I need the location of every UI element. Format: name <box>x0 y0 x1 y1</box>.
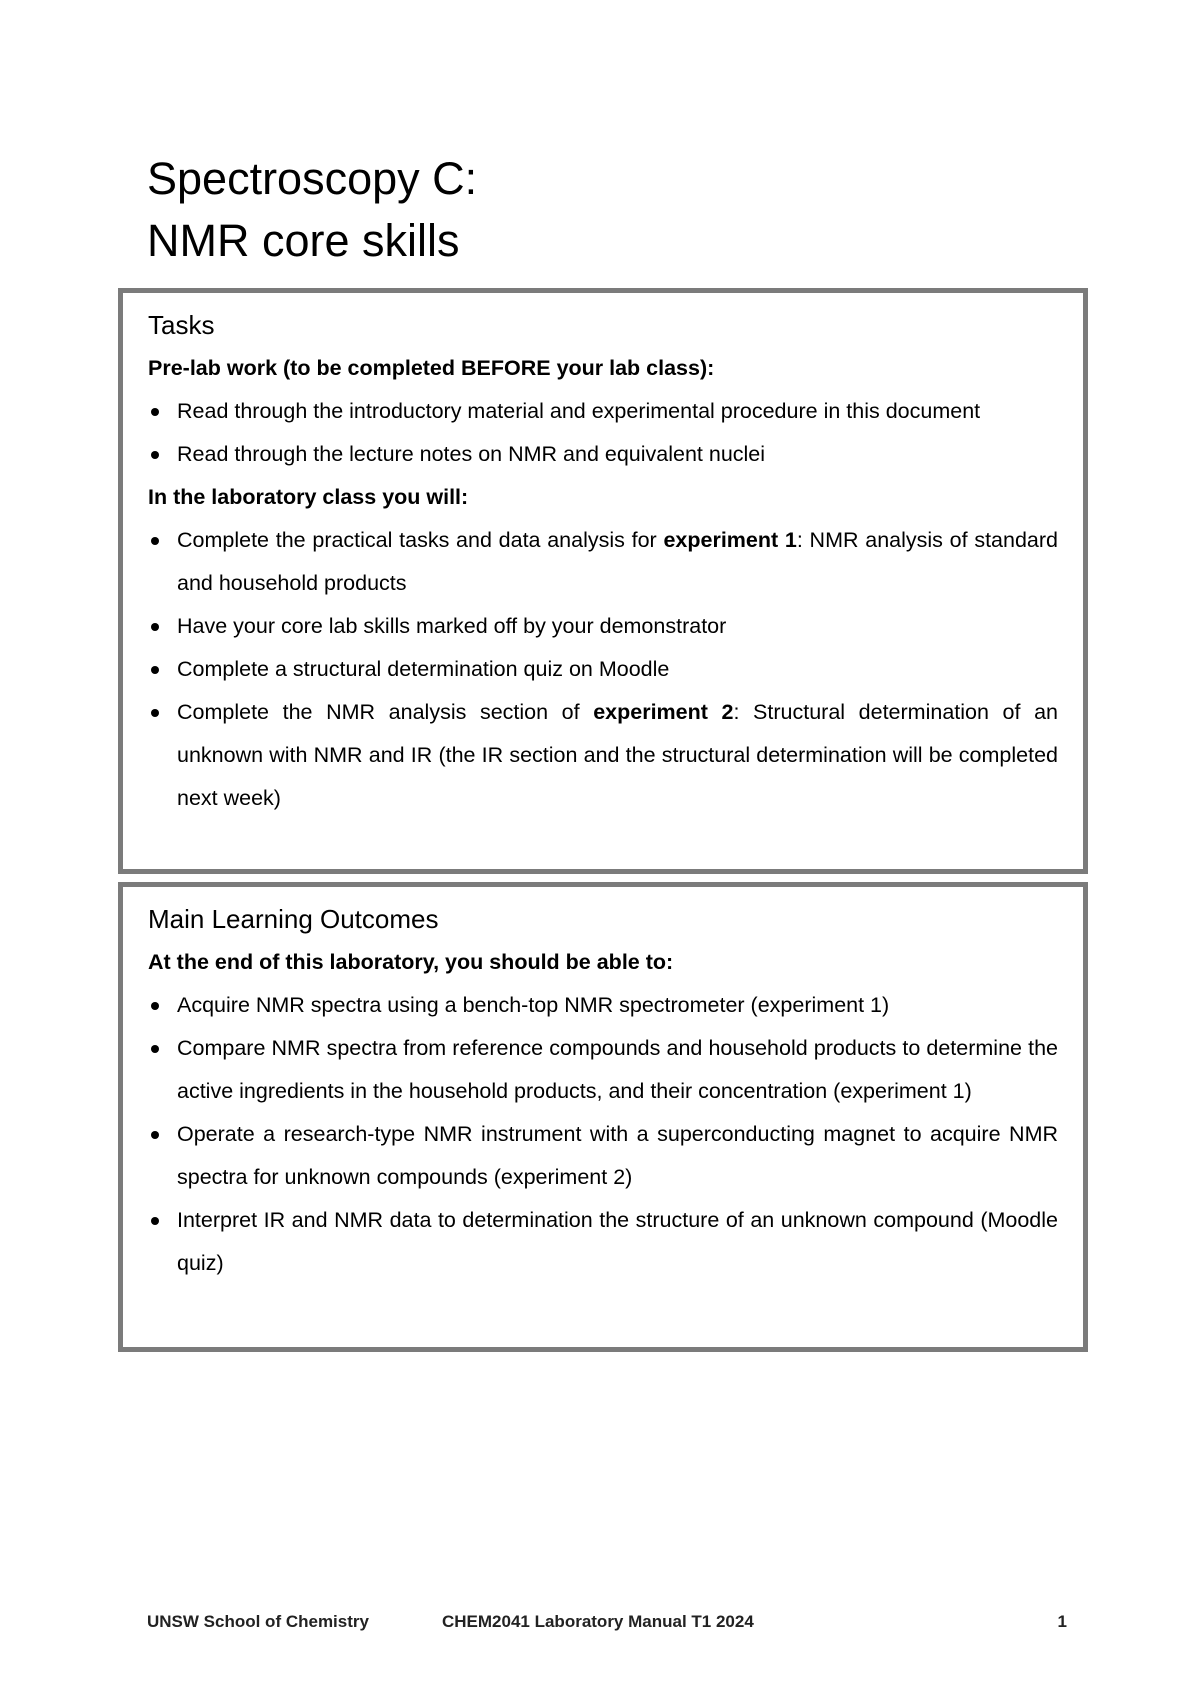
bullet-icon <box>151 1217 159 1225</box>
list-item-text: Have your core lab skills marked off by your demonstrator <box>177 614 727 638</box>
list-item-text: Acquire NMR spectra using a bench-top NMR spectrometer (experiment 1) <box>177 993 890 1017</box>
inlab-list <box>148 519 1058 820</box>
bullet-icon <box>151 666 159 674</box>
list-item-text-start: Complete the NMR analysis section of <box>177 700 594 724</box>
bullet-icon <box>151 623 159 631</box>
list-item-text: Compare NMR spectra from reference compounds and household products to determine the active ingredients in the household products, and their concentration (experiment 1) <box>177 1036 1058 1103</box>
outcomes-subheading: At the end of this laboratory, you should be able to: <box>148 950 674 974</box>
list-item <box>148 433 1058 476</box>
list-item-text-end: : NMR analysis of standard and household products <box>177 528 1058 595</box>
prelab-heading: Pre-lab work (to be completed BEFORE your lab class): <box>148 356 715 380</box>
list-item-text: Operate a research-type NMR instrument with a superconducting magnet to acquire NMR spectra for unknown compounds (experiment 2) <box>177 1122 1058 1189</box>
prelab-list <box>148 390 1058 476</box>
learning-outcomes-box <box>118 882 1088 1352</box>
bullet-icon <box>151 1131 159 1139</box>
experiment-2-label: experiment 2 <box>593 700 734 724</box>
list-item <box>148 691 1058 820</box>
list-item <box>148 984 1058 1027</box>
list-item-text-start: Complete the practical tasks and data analysis for <box>177 528 664 552</box>
title-line-2: NMR core skills <box>147 215 460 266</box>
page-title <box>147 148 1097 272</box>
bullet-icon <box>151 451 159 459</box>
footer-page-number: 1 <box>1057 1612 1067 1631</box>
list-item <box>148 519 1058 605</box>
bullet-icon <box>151 1045 159 1053</box>
tasks-heading: Tasks <box>148 310 215 340</box>
list-item-text: Read through the introductory material and experimental procedure in this document <box>177 399 981 423</box>
list-item <box>148 1199 1058 1285</box>
list-item <box>148 648 1058 691</box>
outcomes-heading: Main Learning Outcomes <box>148 904 439 934</box>
list-item-text: Interpret IR and NMR data to determination the structure of an unknown compound (Moodle quiz) <box>177 1208 1058 1275</box>
list-item <box>148 390 1058 433</box>
experiment-1-label: experiment 1 <box>663 528 797 552</box>
list-item <box>148 1027 1058 1113</box>
title-line-1: Spectroscopy C: <box>147 153 478 204</box>
outcomes-list <box>148 984 1058 1285</box>
bullet-icon <box>151 537 159 545</box>
footer-manual-title: CHEM2041 Laboratory Manual T1 2024 <box>442 1612 754 1631</box>
inlab-heading: In the laboratory class you will: <box>148 485 469 509</box>
footer-school: UNSW School of Chemistry <box>147 1612 369 1631</box>
list-item-text-end: : Structural determination of an unknown with NMR and IR (the IR section and the structural determination will be completed next week) <box>177 700 1058 810</box>
bullet-icon <box>151 709 159 717</box>
tasks-box <box>118 288 1088 874</box>
list-item <box>148 605 1058 648</box>
list-item-text: Read through the lecture notes on NMR and equivalent nuclei <box>177 442 766 466</box>
list-item-text: Complete a structural determination quiz on Moodle <box>177 657 670 681</box>
list-item <box>148 1113 1058 1199</box>
bullet-icon <box>151 1002 159 1010</box>
page-footer <box>147 1612 1067 1640</box>
bullet-icon <box>151 408 159 416</box>
